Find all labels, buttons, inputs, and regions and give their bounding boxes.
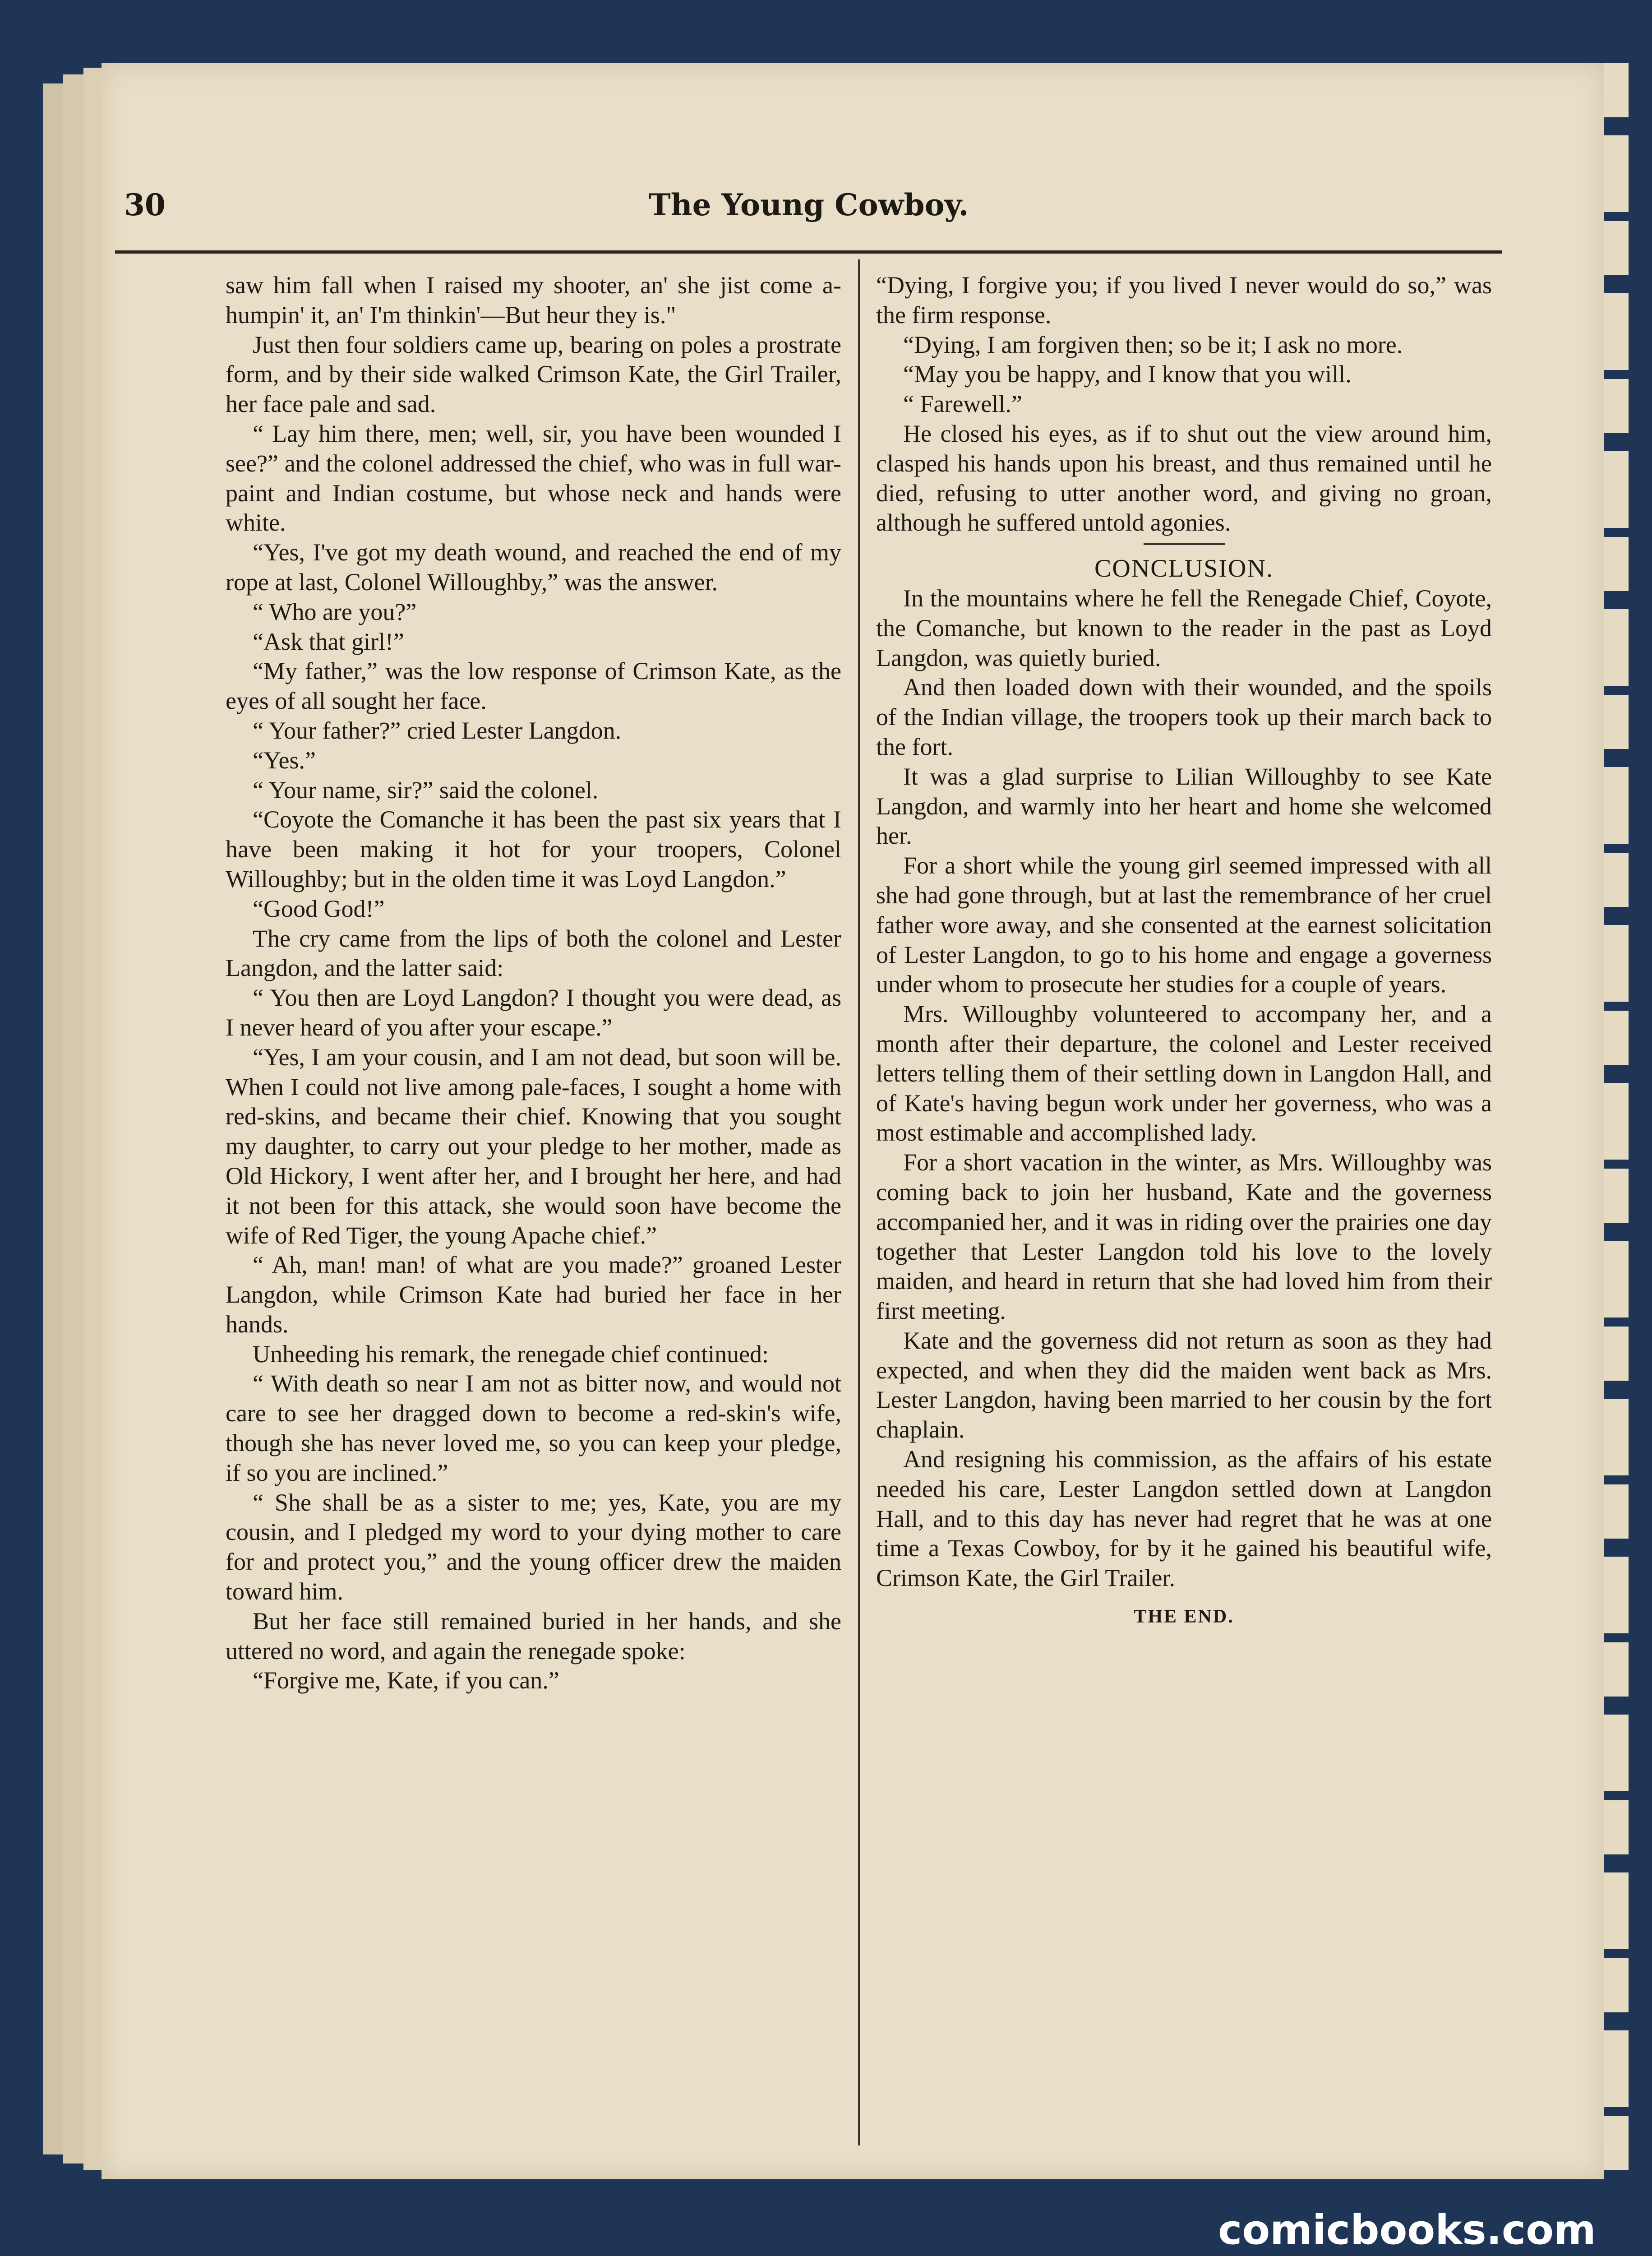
page-header	[124, 187, 1493, 241]
paragraph: For a short while the young girl seemed impressed with all she had gone through, but at last the remembrance of her cruel father wore away, and she consented at the earnest solicitation of Lester Langdon, to go to his home and engage a governess under whom to prosecute her studies for a couple of years.	[876, 852, 1492, 998]
left-column	[226, 271, 841, 1696]
paragraph: “Yes.”	[253, 746, 316, 774]
paragraph: “Coyote the Comanche it has been the past six years that I have been making it hot for your troopers, Colonel Willoughby; but in the olden time it was Loyd Langdon.”	[226, 806, 841, 892]
page-number: 30	[124, 187, 166, 222]
paragraph: But her face still remained buried in her hands, and she uttered no word, and again the renegade spoke:	[226, 1607, 841, 1664]
paragraph: “ Your name, sir?” said the colonel.	[253, 776, 599, 804]
paragraph: “ Lay him there, men; well, sir, you have been wounded I see?” and the colonel addressed the chief, who was in full war-paint and Indian costume, but whose neck and hands were white.	[226, 420, 841, 536]
paragraph: “Yes, I am your cousin, and I am not dead, but soon will be. When I could not live among pale-faces, I sought a home with red-skins, and became their chief. Knowing that you sought my daughter, to carry out your pledge to her mother, made as Old Hickory, I went after her, and I brought her here, and had it not been for this attack, she would soon have become the wife of Red Tiger, the young Apache chief.”	[226, 1043, 841, 1249]
paragraph: “ She shall be as a sister to me; yes, Kate, you are my cousin, and I pledged my word to your dying mother to care for and protect you,” and the young officer drew the maiden toward him.	[226, 1489, 841, 1605]
paragraph: The cry came from the lips of both the colonel and Lester Langdon, and the latter said:	[226, 925, 841, 982]
separator-rule	[1144, 543, 1225, 545]
paragraph: saw him fall when I raised my shooter, an' she jist come a-humpin' it, an' I'm thinkin'—But heur they is."	[226, 272, 841, 328]
paragraph: “ Farewell.”	[903, 390, 1022, 418]
paragraph: And resigning his commission, as the affairs of his estate needed his care, Lester Langdon settled down at Langdon Hall, and to this day has never had regret that he was at one time a Texas Cowboy, for by it he gained his beautiful wife, Crimson Kate, the Girl Trailer.	[876, 1446, 1492, 1592]
paragraph: “Dying, I forgive you; if you lived I never would do so,” was the firm response.	[876, 272, 1492, 328]
paragraph: Unheeding his remark, the renegade chief continued:	[253, 1340, 769, 1368]
paragraph: “Forgive me, Kate, if you can.”	[253, 1667, 559, 1694]
paragraph: It was a glad surprise to Lilian Willoughby to see Kate Langdon, and warmly into her heart and home she welcomed her.	[876, 763, 1492, 850]
paragraph: He closed his eyes, as if to shut out the view around him, clasped his hands upon his breast, and thus remained until he died, refusing to utter another word, and giving no groan, although he suffered untold agonies.	[876, 420, 1492, 536]
paragraph: “Ask that girl!”	[253, 628, 404, 655]
right-column-bottom	[876, 584, 1492, 1593]
right-column	[876, 271, 1492, 1632]
paragraph: “ You then are Loyd Langdon? I thought you were dead, as I never heard of you after your escape.”	[226, 984, 841, 1041]
paragraph: Just then four soldiers came up, bearing on poles a prostrate form, and by their side walked Crimson Kate, the Girl Trailer, her face pale and sad.	[226, 331, 841, 418]
paragraph: Mrs. Willoughby volunteered to accompany her, and a month after their departure, the colonel and Lester received letters telling them of their settling down in Langdon Hall, and of Kate's having begun work under her governess, who was a most estimable and accomplished lady.	[876, 1000, 1492, 1146]
paragraph: “May you be happy, and I know that you will.	[903, 361, 1352, 388]
column-rule	[858, 259, 860, 2145]
torn-page-edge	[1604, 63, 1629, 2179]
watermark: comicbooks.com	[1218, 2206, 1596, 2254]
paragraph: “ With death so near I am not as bitter now, and would not care to see her dragged down to become a red-skin's wife, though she has never loved me, so you can keep your pledge, if so you are inclined.”	[226, 1370, 841, 1486]
paragraph: And then loaded down with their wounded, and the spoils of the Indian village, the troopers took up their march back to the fort.	[876, 674, 1492, 760]
paragraph: “Dying, I am forgiven then; so be it; I ask no more.	[903, 331, 1403, 358]
the-end: THE END.	[1134, 1606, 1234, 1627]
paragraph: “ Your father?” cried Lester Langdon.	[253, 717, 622, 744]
header-rule	[115, 250, 1502, 254]
right-column-top	[876, 271, 1492, 538]
paragraph: “Good God!”	[253, 895, 385, 922]
paragraph: “ Ah, man! man! of what are you made?” groaned Lester Langdon, while Crimson Kate had buried her face in her hands.	[226, 1251, 841, 1338]
paragraph: For a short vacation in the winter, as Mrs. Willoughby was coming back to join her husband, Kate and the governess accompanied her, and it was in riding over the prairies one day together that Lester Langdon told his love to the lovely maiden, and heard in return that she had loved him from their first meeting.	[876, 1149, 1492, 1325]
paragraph: Kate and the governess did not return as soon as they had expected, and when they did the maiden went back as Mrs. Lester Langdon, having been married to her cousin by the fort chaplain.	[876, 1327, 1492, 1443]
paragraph: “Yes, I've got my death wound, and reached the end of my rope at last, Colonel Willoughby,” was the answer.	[226, 539, 841, 596]
paragraph: “My father,” was the low response of Crimson Kate, as the eyes of all sought her face.	[226, 657, 841, 715]
paragraph: In the mountains where he fell the Renegade Chief, Coyote, the Comanche, but known to the reader in the past as Loyd Langdon, was quietly buried.	[876, 584, 1492, 671]
paragraph: “ Who are you?”	[253, 598, 417, 625]
running-title: The Young Cowboy.	[648, 187, 969, 222]
section-heading: CONCLUSION.	[1094, 555, 1274, 583]
